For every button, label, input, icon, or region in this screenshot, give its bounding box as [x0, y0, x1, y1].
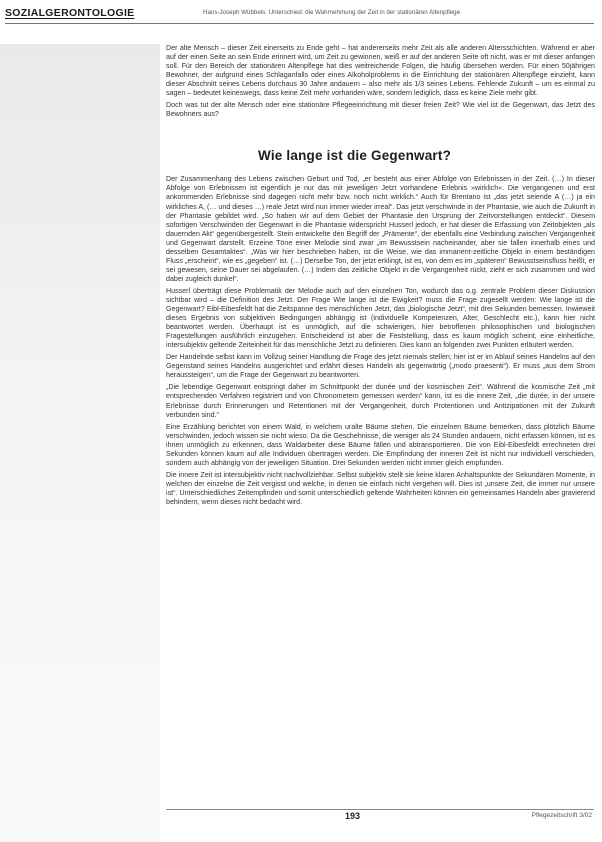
paragraph: Der alte Mensch – dieser Zeit einerseits zu Ende geht – hat andererseits mehr Zeit als alle anderen Altersschichten. Während er aber auf der einen Seite an sein Ende erinnert wird, um Zeit zu gewinnen, weiß er auf der anderen Seite oft nicht, was er mit dieser anfangen soll. Für den Bereich der stationären Altenpflege hat dies weitreichende Folgen, die häufig übersehen werden. Für einen 50jährigen Bewohner, der aufgrund eines Schlaganfalls oder eines Alkoholproblems in die Einrichtung der stationären Altenpflege einzieht, kann dieser Abschnitt seines Lebens durchaus 30 Jahre andauern – also mehr als 1/3 seines Lebens. Fehlende Zukunft – um es einmal zu sagen – bedeutet keineswegs, dass keine Zeit mehr vorhanden wäre, sondern lediglich, dass es keine Ziele mehr gibt. [166, 44, 595, 98]
page-header [0, 0, 602, 24]
header-rule [5, 23, 594, 24]
page-footer [160, 806, 600, 826]
paragraph: Eine Erzählung berichtet von einem Wald, in welchem uralte Bäume stehen. Die einzelnen Bäume bemerken, dass plötzlich Bäume verschwinden, jedoch wissen sie nicht wieso. Da die Geschehnisse, die weniger als 24 Stunden andauern, nicht erfassen können, ist es ihnen unmöglich zu erkennen, dass Waldarbeiter diese Bäume fällen und abtransportieren. Die von Eibl-Eibesfeldt errechneten drei Sekunden können kaum auf alle Individuen übertragen werden. Die Empfindung der inneren Zeit ist nicht nur individuell verschieden, sondern auch abhängig von der jeweiligen Situation. Drei Sekunden werden nicht immer gleich empfunden. [166, 422, 595, 467]
section-title: SOZIALGERONTOLOGIE [5, 7, 135, 19]
paragraph: Der Handelnde selbst kann im Vollzug seiner Handlung die Frage des jetzt niemals stellen; hier ist er im Ablauf seines Handelns auf den Gegenstand seines Handelns ausgerichtet und erfährt dieses Handeln als gegenwärtig („modo praesenti“). Er muss „aus dem Strom heraussteigen“, um die Frage der Gegenwart zu beantworten. [166, 353, 595, 380]
paragraph: Die innere Zeit ist intersubjektiv nicht nachvollziehbar. Selbst subjektiv stellt sie keine klaren Anhaltspunkte der Sekundären Momente, in welchen der einzelne die Zeit vergisst und welche, in denen sie einfach nicht vergehen will. Dies ist „unsere Zeit, die immer nur unsere ist“. Unterschiedliches Zeitempfinden und somit unterschiedlich geltende Wahrheiten können ein gemeinsames Handeln aber gravierend behindern, wenn dieses nicht bedacht wird. [166, 470, 595, 506]
decorative-sidebar [0, 44, 160, 842]
paragraph: „Die lebendige Gegenwart entspringt daher im Schnittpunkt der dunée und der kosmischen Zeit“. Während die kosmische Zeit „mit entsprechenden Verfahren registriert und von Chronometern gemessen werden“ kann, ist es die innere Zeit, „die durée, in der unsere Erlebnisse durch Erinnerungen und Retentionen mit der Vergangenheit, durch Protentionen und Antizipationen mit der Zukunft verbunden sind.“ [166, 383, 595, 419]
section-heading: Wie lange ist die Gegenwart? [258, 148, 452, 164]
footer-rule [166, 809, 594, 810]
paragraph: Husserl überträgt diese Problematik der Melodie auch auf den einzelnen Ton, wodurch das o.g. zentrale Problem dieser Diskussion sichtbar wird – die Definition des Jetzt. Der Frage Wie lange ist die Ewigkeit? muss die Frage zugesellt werden: Wie lange ist die Gegenwart? Eibl-Eibesfeldt hat die Zeitspanne des menschlichen Jetzt, das „biologische Jetzt“, mit drei Sekunden bemessen. Inwieweit dieses Ergebnis von subjektiven Bedingungen abhängig ist (individuelle Kompetenzen, Alter, Geschlecht etc.), kann hier nicht beantwortet werden. Überhaupt ist es unmöglich, auf die schwierigen, hier betroffenen philosophischen und biologischen Fragestellungen ausführlich einzugehen. Entscheidend ist aber die Feststellung, dass es kaum möglich scheint, eine einheitliche, intersubjektiv geltende Zeiteinheit für das menschliche Jetzt zu definieren. Dies kann an folgenden zwei Punkten erläutert werden. [166, 286, 595, 350]
page-number: 193 [345, 811, 361, 821]
issue-label: Pflegezeitschrift 3/02 [531, 812, 592, 819]
paragraph: Der Zusammenhang des Lebens zwischen Geburt und Tod, „er besteht aus einer Abfolge von Erlebnissen in der Zeit. (…) In dieser Abfolge von Erlebnissen ist eigentlich je nur das mit jeweiligen Jetzt vorhandene Erlebnis »wirklich«. Die vergangenen und erst ankommenden Erlebnisse sind dagegen nicht mehr bzw. noch nicht wirklich.“ Auch für Brentano ist „das jetzt seiende A (…) ja ein wirkliches A, (… und dieses …) reale Jetzt wird nun immer wieder irreal“. Das jetzt verschwinde in der Phantasie, wie auch die Zukunft in der Phantasie gebildet wird. „So haben wir auf dem Gebiet der Phantasie den Ursprung der Zeitvorstellungen entdeckt“. Diesem sofortigen Verschwinden der Gegenwart in die Phantasie widerspricht Husserl jedoch, er hat dieser die Erfassung von Zeitobjekten „als dauernden Akt“ gegenübergestellt. Stein entwickelte den Begriff der „Prämente“, der ebenfalls eine Verbindung zwischen Vergangenheit und Gegenwart darstellt. Erzeine Töne einer Melodie sind zwar „im Bewusstsein nacheinander, aber sie fallen innerhalb eines und desselben Gesamtaktes“. „Was wir hier beschrieben haben, ist die Weise, wie das immanent-zeitliche Objekt in einem beständigen Fluss „erscheint“, wie es „gegeben“ ist. (…) Derselbe Ton, der jetzt erklingt, ist es, von dem es im „späteren“ Bewusstseinsfluss heißt, er sei gewesen, seine Dauer sei abgelaufen. (…) Indem das zeitliche Objekt in die Vergangenheit rückt, zieht er sich zusammen und wird dabei zugleich dunkel“. [166, 175, 595, 283]
paragraph: Doch was tut der alte Mensch oder eine stationäre Pflegeeinrichtung mit dieser freien Zeit? Wie viel ist die Gegenwart, das Jetzt des Bewohners aus? [166, 101, 595, 119]
running-header: Hans-Joseph Wübbels: Unterschied: die Wahrnehmung der Zeit in der stationären Altenpflege [203, 9, 461, 16]
article-body [166, 44, 595, 510]
